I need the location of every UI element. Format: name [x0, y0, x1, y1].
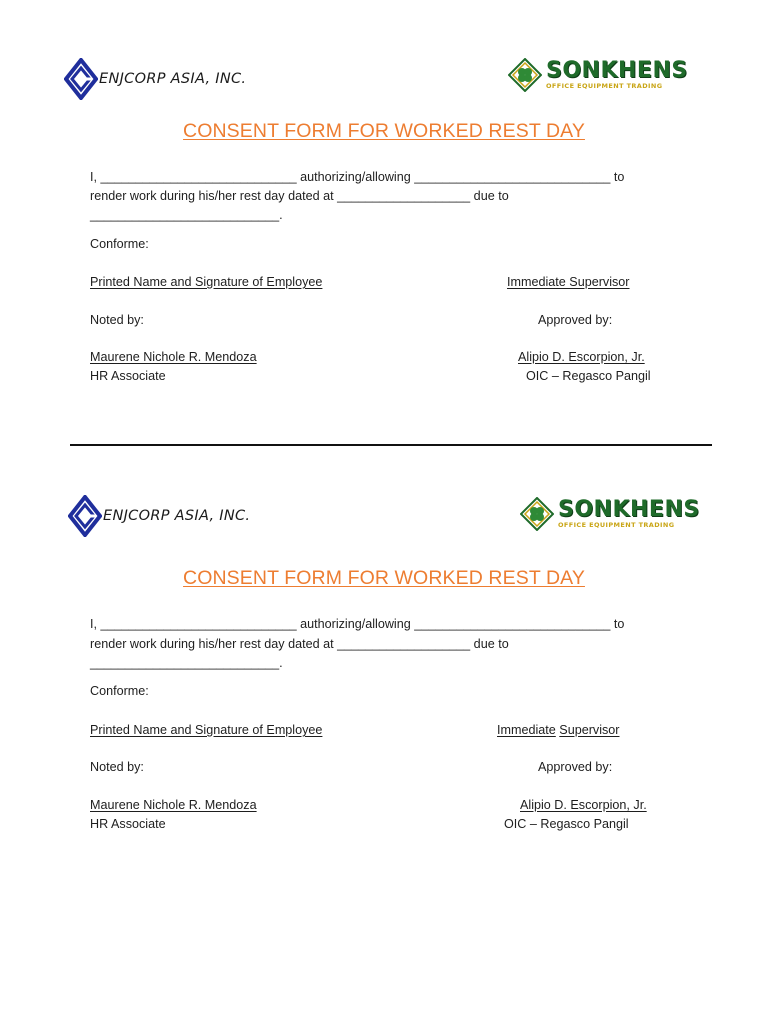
enjcorp-logo-text: ENJCORP ASIA, INC.	[99, 71, 247, 87]
sonkhens-logo-name: SONKHENS	[546, 58, 688, 84]
enjcorp-diamond-logo-icon	[64, 58, 98, 100]
conforme-label: Conforme:	[90, 237, 149, 251]
consent-line-3: ___________________________.	[90, 208, 283, 222]
consent-line-1: I, ____________________________ authorizing/allowing ____________________________ to	[90, 617, 625, 631]
supervisor-label-part-2: Supervisor	[559, 723, 620, 737]
sonkhens-logo	[508, 58, 688, 92]
approved-by-label: Approved by:	[538, 760, 613, 774]
consent-line-2: render work during his/her rest day dated at ___________________ due to	[90, 637, 509, 651]
form-title: CONSENT FORM FOR WORKED REST DAY	[183, 120, 585, 142]
cut-line-divider	[70, 444, 712, 446]
supervisor-label-part-1: Immediate Supervisor	[507, 275, 630, 289]
noted-by-label: Noted by:	[90, 760, 144, 774]
supervisor-label	[497, 723, 620, 737]
hr-title: HR Associate	[90, 369, 166, 383]
consent-line-2: render work during his/her rest day dated at ___________________ due to	[90, 189, 509, 203]
approved-by-label: Approved by:	[538, 313, 613, 327]
enjcorp-logo	[68, 495, 250, 537]
oic-name: Alipio D. Escorpion, Jr.	[520, 798, 647, 812]
sonkhens-clover-logo-icon	[508, 58, 542, 92]
hr-name: Maurene Nichole R. Mendoza	[90, 350, 257, 364]
sonkhens-logo-name: SONKHENS	[558, 497, 700, 523]
consent-form-2	[0, 447, 768, 887]
sonkhens-clover-logo-icon	[520, 497, 554, 531]
employee-signature-label: Printed Name and Signature of Employee	[90, 723, 323, 737]
sonkhens-logo	[520, 497, 700, 531]
enjcorp-logo	[64, 58, 246, 100]
hr-title: HR Associate	[90, 817, 166, 831]
supervisor-label	[507, 275, 630, 289]
consent-line-3: ___________________________.	[90, 656, 283, 670]
supervisor-label-part-1: Immediate	[497, 723, 556, 737]
sonkhens-logo-tagline: OFFICE EQUIPMENT TRADING	[546, 82, 663, 91]
employee-signature-label: Printed Name and Signature of Employee	[90, 275, 323, 289]
oic-title: OIC – Regasco Pangil	[504, 817, 629, 831]
consent-form-1	[0, 0, 768, 440]
enjcorp-logo-text: ENJCORP ASIA, INC.	[103, 508, 251, 524]
conforme-label: Conforme:	[90, 684, 149, 698]
consent-line-1: I, ____________________________ authorizing/allowing ____________________________ to	[90, 170, 625, 184]
hr-name: Maurene Nichole R. Mendoza	[90, 798, 257, 812]
noted-by-label: Noted by:	[90, 313, 144, 327]
form-title: CONSENT FORM FOR WORKED REST DAY	[183, 567, 585, 589]
oic-name: Alipio D. Escorpion, Jr.	[518, 350, 645, 364]
sonkhens-logo-tagline: OFFICE EQUIPMENT TRADING	[558, 521, 675, 530]
oic-title: OIC – Regasco Pangil	[526, 369, 651, 383]
enjcorp-diamond-logo-icon	[68, 495, 102, 537]
